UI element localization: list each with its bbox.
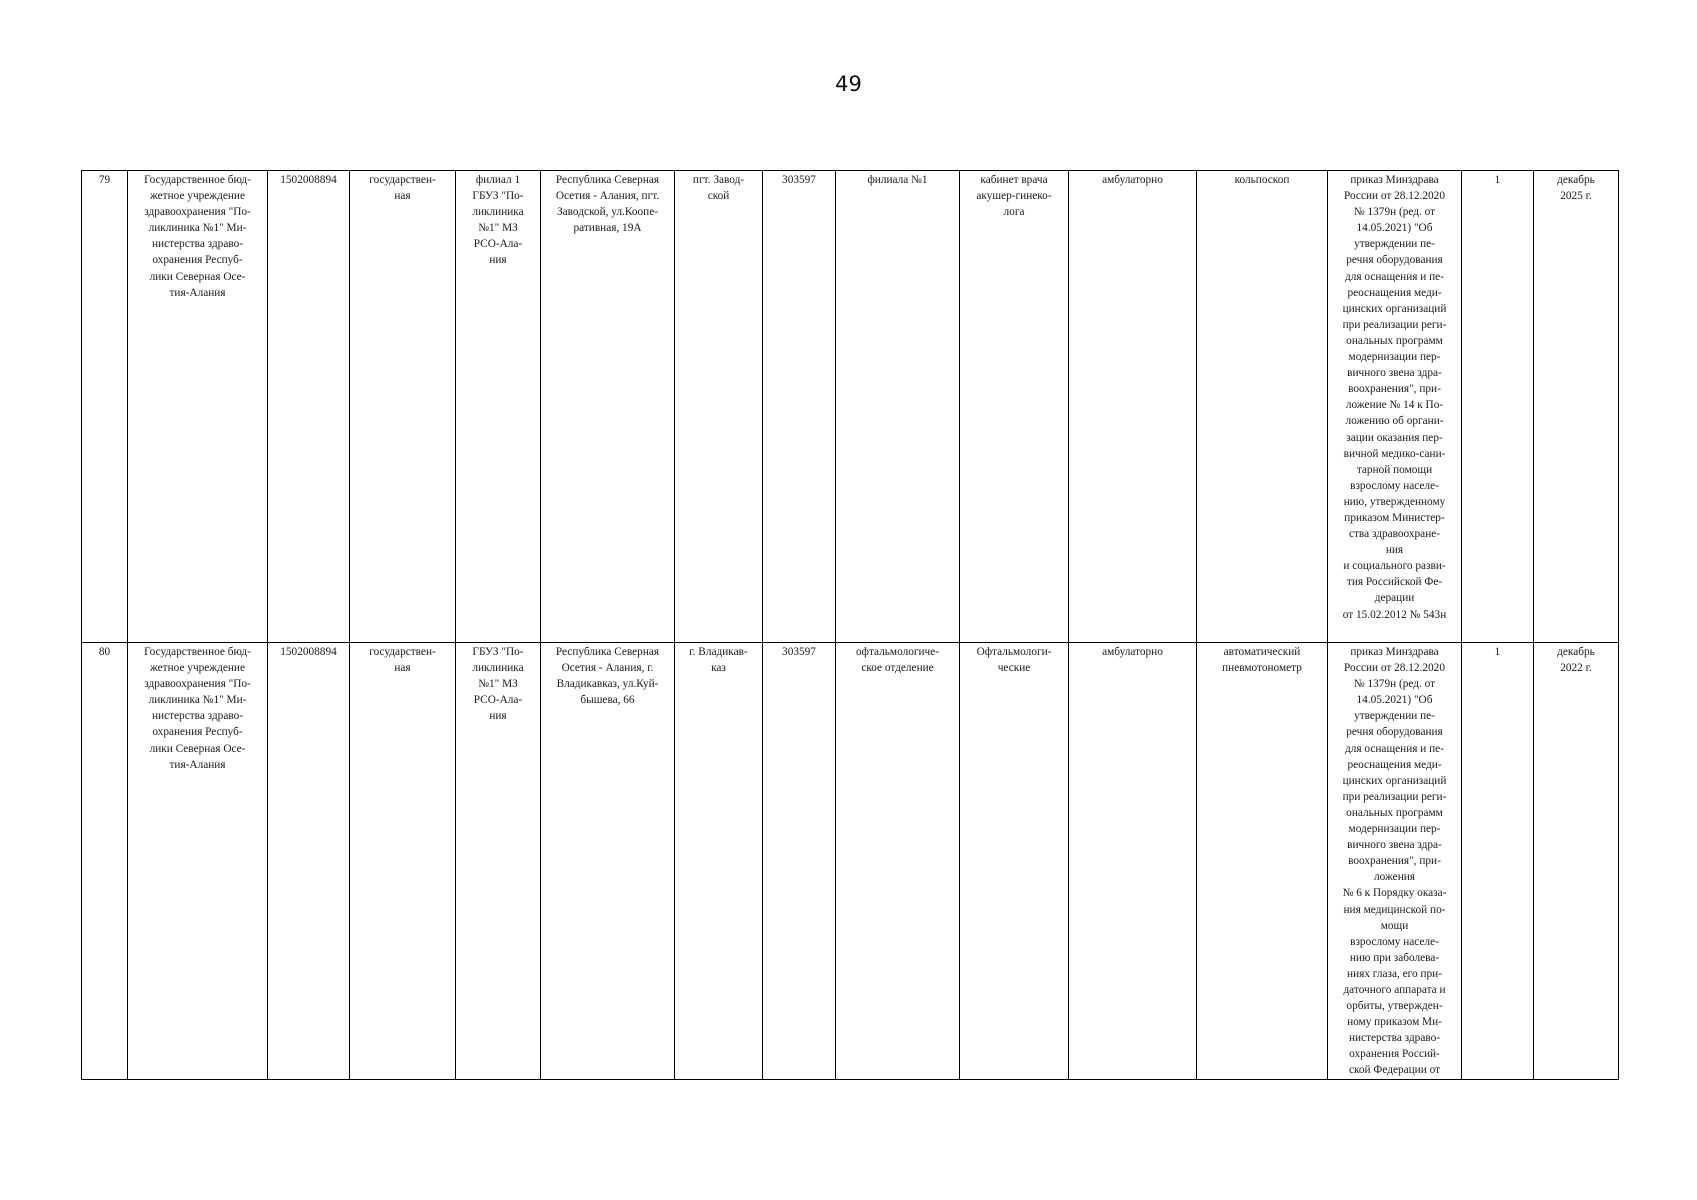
cell-ownership: государствен- ная [350, 643, 456, 1080]
cell-organization: Государственное бюд- жетное учреждение здравоохранения "По- ликлиника №1" Ми- нистерства здраво- охранения Респуб- лики Северная Осе- тия-Алания [128, 643, 268, 1080]
cell-number: 80 [82, 643, 128, 1080]
cell-number: 79 [82, 171, 128, 643]
page-number: 49 [835, 72, 862, 96]
cell-code: 303597 [763, 171, 836, 643]
table-row [82, 643, 1619, 1080]
cell-basis: приказ Минздрава России от 28.12.2020 № 1379н (ред. от 14.05.2021) "Об утверждении пе- речня оборудования для оснащения и пе- реоснащения меди- цинских организаций при реализации реги- ональных программ модернизации пер- вичного звена здра- воохранения", при- ложение № 14 к По- ложению об органи- зации оказания пер- вичной медико-сани- тарной помощи взрослому населе- нию, утвержденному приказом Министер- ства здравоохране- ния и социального разви- тия Российской Фе- дерации от 15.02.2012 № 543н [1328, 171, 1462, 643]
cell-quantity: 1 [1462, 171, 1534, 643]
cell-equipment: автоматический пневмотонометр [1197, 643, 1328, 1080]
cell-code: 303597 [763, 643, 836, 1080]
cell-division: ГБУЗ "По- ликлиника №1" МЗ РСО-Ала- ния [456, 643, 541, 1080]
cell-room: Офтальмологи- ческие [960, 643, 1069, 1080]
cell-ownership: государствен- ная [350, 171, 456, 643]
cell-basis: приказ Минздрава России от 28.12.2020 № 1379н (ред. от 14.05.2021) "Об утверждении пе- речня оборудования для оснащения и пе- реоснащения меди- цинских организаций при реализации реги- ональных программ модернизации пер- вичного звена здра- воохранения", при- ложения № 6 к Порядку оказа- ния медицинской по- мощи взрослому населе- нию при заболева- ниях глаза, его при- даточного аппарата и орбиты, утвержден- ному приказом Ми- нистерства здраво- охранения Россий- ской Федерации от [1328, 643, 1462, 1080]
cell-organization: Государственное бюд- жетное учреждение здравоохранения "По- ликлиника №1" Ми- нистерства здраво- охранения Респуб- лики Северная Осе- тия-Алания [128, 171, 268, 643]
cell-department: филиала №1 [836, 171, 960, 643]
cell-locality: пгт. Завод- ской [675, 171, 763, 643]
cell-deadline: декабрь 2022 г. [1534, 643, 1619, 1080]
cell-address: Республика Северная Осетия - Алания, г. Владикавказ, ул.Куй- бышева, 66 [541, 643, 675, 1080]
cell-locality: г. Владикав- каз [675, 643, 763, 1080]
cell-deadline: декабрь 2025 г. [1534, 171, 1619, 643]
cell-care-type: амбулаторно [1069, 643, 1197, 1080]
cell-care-type: амбулаторно [1069, 171, 1197, 643]
cell-division: филиал 1 ГБУЗ "По- ликлиника №1" МЗ РСО-Ала- ния [456, 171, 541, 643]
equipment-table [81, 170, 1619, 1080]
cell-equipment: кольпоскоп [1197, 171, 1328, 643]
cell-quantity: 1 [1462, 643, 1534, 1080]
cell-room: кабинет врача акушер-гинеко- лога [960, 171, 1069, 643]
cell-inn: 1502008894 [268, 171, 350, 643]
cell-address: Республика Северная Осетия - Алания, пгт. Заводской, ул.Коопе- ративная, 19А [541, 171, 675, 643]
table-row [82, 171, 1619, 643]
cell-inn: 1502008894 [268, 643, 350, 1080]
cell-department: офтальмологиче- ское отделение [836, 643, 960, 1080]
